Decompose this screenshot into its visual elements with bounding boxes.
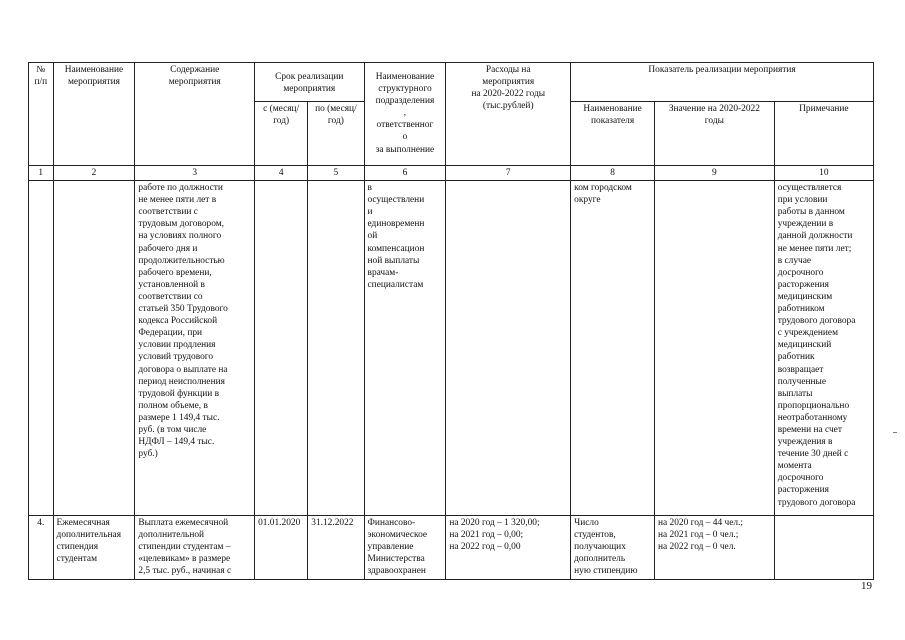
page-number: 19 [861, 580, 872, 592]
cell-content: Выплата ежемесячной дополнительной стипендии студентам – «целевикам» в размере 2,5 тыс. руб., начиная с [135, 516, 255, 579]
header-note: Примечание [774, 102, 873, 166]
column-number: 1 [29, 166, 54, 181]
column-number: 4 [255, 166, 308, 181]
column-number: 2 [53, 166, 135, 181]
header-term: Срок реализации мероприятия [255, 63, 364, 102]
cell-from: 01.01.2020 [255, 516, 308, 579]
cell-indicator-name: ком городском округе [571, 181, 655, 516]
cell-no [29, 181, 54, 516]
header-content: Содержание мероприятия [135, 63, 255, 166]
cell-unit: Финансово- экономическое управление Министерства здравоохранен [364, 516, 446, 579]
header-expenses: Расходы на мероприятия на 2020-2022 годы (тыс.рублей) [446, 63, 571, 166]
column-number: 8 [571, 166, 655, 181]
table-row [29, 181, 874, 516]
cell-to: 31.12.2022 [308, 516, 364, 579]
header-indicator: Показатель реализации мероприятия [571, 63, 874, 102]
cell-name: Ежемесячная дополнительная стипендия студентам [53, 516, 135, 579]
column-number: 6 [364, 166, 446, 181]
column-number-row [29, 166, 874, 181]
cell-from [255, 181, 308, 516]
header-from: с (месяц/ год) [255, 102, 308, 166]
header-row-1 [29, 63, 874, 102]
cell-indicator-value [655, 181, 775, 516]
margin-mark [893, 432, 897, 433]
header-name: Наименование мероприятия [53, 63, 135, 166]
cell-content: работе по должности не менее пяти лет в соответствии с трудовым договором, на условиях полного рабочего дня и продолжительностью рабочего времени, установленной в соответствии со статьей 350 Трудового кодекса Российской Федерации, при условии продления условий трудового договора о выплате на период неисполнения трудовой функции в полном объеме, в размере 1 149,4 тыс. руб. (в том числе НДФЛ – 149,4 тыс. руб.) [135, 181, 255, 516]
column-number: 10 [774, 166, 873, 181]
header-no: № п/п [29, 63, 54, 166]
header-to: по (месяц/ год) [308, 102, 364, 166]
cell-name [53, 181, 135, 516]
cell-no: 4. [29, 516, 54, 579]
cell-expenses [446, 181, 571, 516]
measures-table [28, 62, 874, 580]
column-number: 5 [308, 166, 364, 181]
column-number: 3 [135, 166, 255, 181]
table-row [29, 516, 874, 579]
cell-unit: в осуществлени и единовременн ой компенсацион ной выплаты врачам- специалистам [364, 181, 446, 516]
cell-indicator-name: Число студентов, получающих дополнитель ную стипендию [571, 516, 655, 579]
header-ind-name: Наименование показателя [571, 102, 655, 166]
cell-indicator-value: на 2020 год – 44 чел.; на 2021 год – 0 чел.; на 2022 год – 0 чел. [655, 516, 775, 579]
cell-expenses: на 2020 год – 1 320,00; на 2021 год – 0,00; на 2022 год – 0,00 [446, 516, 571, 579]
column-number: 7 [446, 166, 571, 181]
cell-to [308, 181, 364, 516]
header-unit: Наименование структурного подразделения , ответственног о за выполнение [364, 63, 446, 166]
cell-note [774, 516, 873, 579]
cell-note: осуществляется при условии работы в данном учреждении в данной должности не менее пяти лет; в случае досрочного расторжения медицинским работником трудового договора с учреждением медицинский работник возвращает полученные выплаты пропорционально неотработанному времени на счет учреждения в течение 30 дней с момента досрочного расторжения трудового договора [774, 181, 873, 516]
header-ind-value: Значение на 2020-2022 годы [655, 102, 775, 166]
column-number: 9 [655, 166, 775, 181]
